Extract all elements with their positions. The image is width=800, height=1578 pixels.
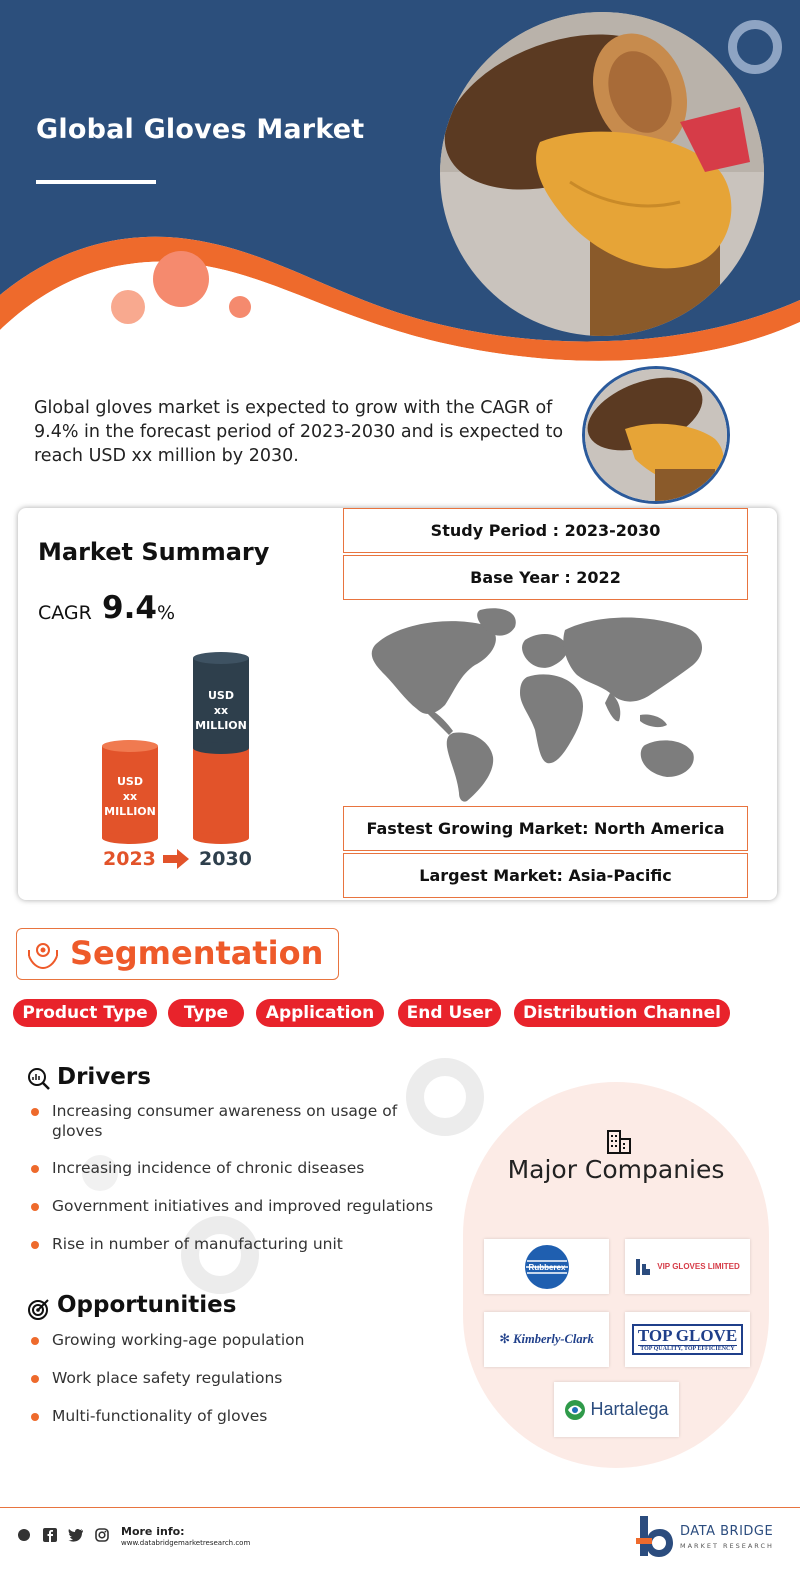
opportunity-item: Multi-functionality of gloves [52,1407,268,1425]
analytics-search-icon [27,1067,51,1091]
target-icon [27,1297,51,1321]
study-period-box: Study Period : 2023-2030 [343,508,748,553]
fastest-growing-box: Fastest Growing Market: North America [343,806,748,851]
logo-hartalega: Hartalega [554,1382,679,1437]
bullet-dot [31,1203,39,1211]
footer-divider [0,1507,800,1508]
bullet-dot [31,1375,39,1383]
gloves-photo [440,12,764,336]
decor-circle-large [153,251,209,307]
arrow-right-icon [163,849,191,869]
bar-2030-label: USD xx MILLION [195,689,247,732]
building-icon [606,1129,632,1155]
pill-distribution-channel[interactable]: Distribution Channel [514,999,730,1027]
website-link[interactable]: www.databridgemarketresearch.com [121,1539,251,1547]
bullet-dot [31,1108,39,1116]
bar-2023-label: USD xx MILLION [104,775,156,818]
decor-ring [728,20,782,74]
bullet-dot [31,1413,39,1421]
pill-type[interactable]: Type [168,999,244,1027]
segmentation-title: Segmentation [70,934,324,972]
cylinder-2030 [193,652,249,844]
pill-product-type[interactable]: Product Type [13,999,157,1027]
opportunities-title: Opportunities [57,1292,237,1318]
decor-circle-medium [111,290,145,324]
brand-name: DATA BRIDGE [680,1524,774,1539]
logo-rubberex [484,1239,609,1294]
decor-circle-small [229,296,251,318]
page-title: Global Gloves Market [36,114,365,145]
brand-tagline: MARKET RESEARCH [680,1542,774,1550]
bullet-dot [31,1241,39,1249]
twitter-icon[interactable] [68,1528,84,1542]
driver-item: Increasing incidence of chronic diseases [52,1159,365,1177]
year-2030: 2030 [199,848,252,870]
driver-item: Increasing consumer awareness on usage of gloves [52,1102,398,1140]
bullet-dot [31,1165,39,1173]
more-info-label: More info: [121,1525,185,1538]
hero-banner [0,0,800,380]
svg-text:Rubberex: Rubberex [528,1262,565,1272]
facebook-icon[interactable] [43,1528,57,1542]
logo-vip-gloves: VIP GLOVES LIMITED [625,1239,750,1294]
driver-item: Government initiatives and improved regulations [52,1197,434,1215]
gloves-thumbnail [582,366,730,504]
title-underline [36,180,156,184]
drivers-title: Drivers [57,1064,151,1090]
opportunity-item: Work place safety regulations [52,1369,283,1387]
cagr-unit: % [157,602,176,624]
cagr-label: CAGR [38,602,92,624]
market-summary-title: Market Summary [38,538,270,566]
logo-top-glove: TOP GLOVE TOP QUALITY, TOP EFFICIENCY [625,1312,750,1367]
largest-market-box: Largest Market: Asia-Pacific [343,853,748,898]
opportunity-item: Growing working-age population [52,1331,305,1349]
pill-end-user[interactable]: End User [398,999,501,1027]
logo-kimberly-clark: ✻ Kimberly-Clark [484,1312,609,1367]
year-2023: 2023 [103,848,156,870]
data-bridge-logo [636,1514,676,1558]
bullet-dot [31,1337,39,1345]
driver-item: Rise in number of manufacturing unit [52,1235,343,1253]
hands-care-icon [26,938,60,972]
base-year-box: Base Year : 2022 [343,555,748,600]
pill-application[interactable]: Application [256,999,384,1027]
cagr-value: 9.4 [102,590,157,626]
instagram-icon[interactable] [95,1528,109,1542]
whatsapp-icon[interactable] [17,1528,31,1542]
world-map [355,605,715,805]
intro-text: Global gloves market is expected to grow with the CAGR of 9.4% in the forecast period of 2023-2030 and is expected to reach USD xx million by 2030. [34,398,564,466]
companies-title: Major Companies [507,1155,725,1184]
